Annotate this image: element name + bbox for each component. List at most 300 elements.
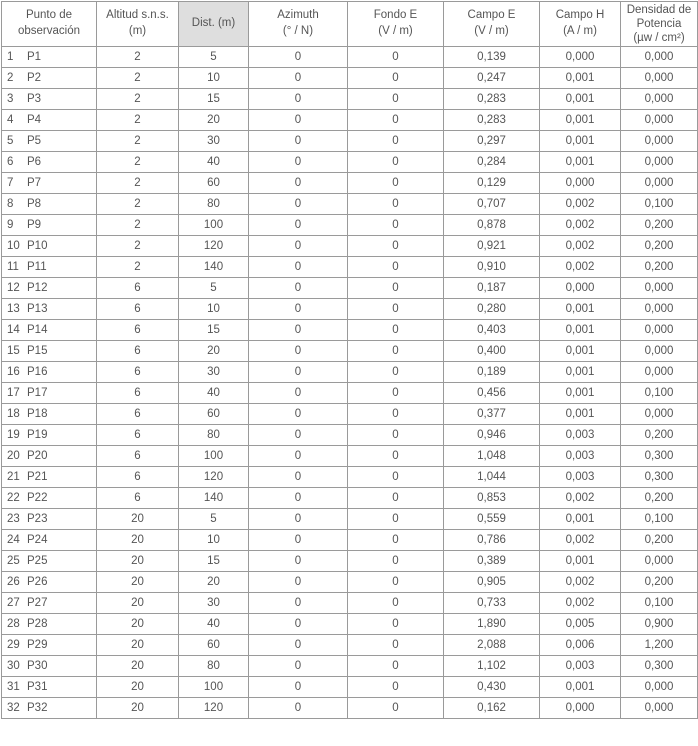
cell-altitud: 2 [97,131,179,152]
cell-dist: 5 [179,47,249,68]
cell-azimuth: 0 [249,278,348,299]
cell-dist: 10 [179,68,249,89]
header-campo-h: Campo H (A / m) [540,2,621,47]
cell-punto [2,194,97,215]
row-number: 1 [7,51,14,63]
cell-fondo-e: 0 [348,173,444,194]
cell-fondo-e: 0 [348,509,444,530]
cell-campo-e: 0,284 [444,152,540,173]
cell-fondo-e: 0 [348,656,444,677]
cell-azimuth: 0 [249,257,348,278]
cell-densidad: 0,200 [621,236,698,257]
cell-campo-e: 0,247 [444,68,540,89]
cell-campo-h: 0,001 [540,551,621,572]
table-row [2,383,698,404]
cell-fondo-e: 0 [348,131,444,152]
table-row [2,236,698,257]
cell-densidad: 0,100 [621,383,698,404]
cell-punto [2,131,97,152]
cell-azimuth: 0 [249,236,348,257]
cell-campo-h: 0,001 [540,383,621,404]
point-id: P18 [27,408,48,420]
cell-densidad: 0,200 [621,425,698,446]
point-id: P30 [27,660,48,672]
cell-fondo-e: 0 [348,677,444,698]
table-row [2,320,698,341]
cell-campo-e: 0,456 [444,383,540,404]
header-punto: Punto de observación [2,2,97,47]
point-id: P13 [27,303,48,315]
point-id: P7 [27,177,42,189]
cell-fondo-e: 0 [348,425,444,446]
cell-fondo-e: 0 [348,320,444,341]
row-number: 32 [7,702,20,714]
table-row [2,488,698,509]
table-row [2,152,698,173]
cell-dist: 140 [179,488,249,509]
cell-dist: 15 [179,320,249,341]
cell-densidad: 0,900 [621,614,698,635]
cell-campo-e: 0,921 [444,236,540,257]
cell-altitud: 2 [97,110,179,131]
cell-dist: 100 [179,677,249,698]
cell-fondo-e: 0 [348,152,444,173]
cell-densidad: 0,000 [621,68,698,89]
cell-campo-e: 0,297 [444,131,540,152]
cell-campo-e: 0,786 [444,530,540,551]
cell-campo-h: 0,001 [540,152,621,173]
cell-azimuth: 0 [249,614,348,635]
cell-altitud: 2 [97,236,179,257]
point-id: P1 [27,51,42,63]
cell-dist: 20 [179,572,249,593]
point-id: P21 [27,471,48,483]
row-number: 28 [7,618,20,630]
cell-densidad: 0,000 [621,404,698,425]
cell-campo-h: 0,001 [540,68,621,89]
table-row [2,614,698,635]
cell-punto [2,362,97,383]
cell-fondo-e: 0 [348,446,444,467]
cell-fondo-e: 0 [348,383,444,404]
cell-dist: 60 [179,404,249,425]
point-id: P2 [27,72,42,84]
table-row [2,404,698,425]
table-row [2,299,698,320]
row-number: 20 [7,450,20,462]
cell-campo-h: 0,001 [540,320,621,341]
point-id: P14 [27,324,48,336]
cell-campo-e: 0,400 [444,341,540,362]
header-fondo-e: Fondo E (V / m) [348,2,444,47]
cell-campo-h: 0,002 [540,257,621,278]
point-id: P6 [27,156,42,168]
cell-azimuth: 0 [249,467,348,488]
cell-densidad: 0,000 [621,320,698,341]
cell-azimuth: 0 [249,215,348,236]
cell-punto [2,530,97,551]
point-id: P9 [27,219,42,231]
cell-azimuth: 0 [249,89,348,110]
cell-campo-h: 0,001 [540,299,621,320]
cell-campo-e: 0,853 [444,488,540,509]
cell-campo-h: 0,000 [540,47,621,68]
cell-campo-e: 0,162 [444,698,540,719]
cell-azimuth: 0 [249,446,348,467]
cell-punto [2,257,97,278]
cell-fondo-e: 0 [348,467,444,488]
cell-densidad: 0,200 [621,215,698,236]
cell-altitud: 20 [97,677,179,698]
cell-dist: 80 [179,425,249,446]
cell-campo-h: 0,002 [540,572,621,593]
cell-azimuth: 0 [249,677,348,698]
cell-campo-h: 0,001 [540,110,621,131]
point-id: P20 [27,450,48,462]
cell-fondo-e: 0 [348,572,444,593]
cell-fondo-e: 0 [348,698,444,719]
cell-punto [2,89,97,110]
cell-densidad: 0,000 [621,89,698,110]
cell-punto [2,614,97,635]
cell-campo-e: 2,088 [444,635,540,656]
cell-campo-h: 0,002 [540,215,621,236]
cell-campo-h: 0,001 [540,677,621,698]
cell-azimuth: 0 [249,362,348,383]
point-id: P26 [27,576,48,588]
cell-punto [2,593,97,614]
cell-campo-h: 0,002 [540,530,621,551]
cell-dist: 20 [179,110,249,131]
cell-campo-h: 0,001 [540,509,621,530]
table-row [2,131,698,152]
cell-campo-e: 0,733 [444,593,540,614]
row-number: 25 [7,555,20,567]
row-number: 18 [7,408,20,420]
row-number: 14 [7,324,20,336]
cell-fondo-e: 0 [348,257,444,278]
cell-densidad: 0,200 [621,488,698,509]
cell-campo-e: 0,430 [444,677,540,698]
cell-azimuth: 0 [249,488,348,509]
point-id: P25 [27,555,48,567]
cell-campo-h: 0,003 [540,467,621,488]
cell-densidad: 0,100 [621,593,698,614]
cell-densidad: 0,200 [621,572,698,593]
table-row [2,110,698,131]
cell-campo-h: 0,001 [540,89,621,110]
table-row [2,341,698,362]
cell-fondo-e: 0 [348,551,444,572]
table-row [2,278,698,299]
cell-densidad: 0,000 [621,551,698,572]
table-row [2,530,698,551]
cell-campo-e: 0,389 [444,551,540,572]
cell-fondo-e: 0 [348,194,444,215]
table-body [2,47,698,719]
cell-fondo-e: 0 [348,278,444,299]
cell-punto [2,278,97,299]
row-number: 21 [7,471,20,483]
table-row [2,551,698,572]
cell-azimuth: 0 [249,509,348,530]
cell-azimuth: 0 [249,593,348,614]
row-number: 6 [7,156,14,168]
cell-azimuth: 0 [249,194,348,215]
cell-azimuth: 0 [249,47,348,68]
header-dist: Dist. (m) [179,2,249,47]
cell-dist: 40 [179,383,249,404]
point-id: P28 [27,618,48,630]
cell-campo-h: 0,002 [540,593,621,614]
row-number: 19 [7,429,20,441]
cell-dist: 10 [179,530,249,551]
cell-altitud: 6 [97,467,179,488]
cell-densidad: 0,000 [621,152,698,173]
cell-punto [2,635,97,656]
cell-campo-e: 0,139 [444,47,540,68]
cell-altitud: 20 [97,551,179,572]
point-id: P8 [27,198,42,210]
cell-azimuth: 0 [249,299,348,320]
point-id: P27 [27,597,48,609]
cell-punto [2,110,97,131]
table-row [2,257,698,278]
cell-densidad: 0,000 [621,299,698,320]
cell-azimuth: 0 [249,341,348,362]
cell-densidad: 0,000 [621,110,698,131]
row-number: 22 [7,492,20,504]
table-row [2,425,698,446]
cell-campo-e: 0,403 [444,320,540,341]
cell-punto [2,383,97,404]
point-id: P32 [27,702,48,714]
cell-densidad: 0,000 [621,131,698,152]
cell-altitud: 6 [97,299,179,320]
cell-dist: 15 [179,551,249,572]
cell-campo-h: 0,003 [540,656,621,677]
cell-azimuth: 0 [249,425,348,446]
cell-altitud: 20 [97,698,179,719]
cell-campo-h: 0,000 [540,278,621,299]
point-id: P3 [27,93,42,105]
table-row [2,215,698,236]
table-row [2,194,698,215]
cell-altitud: 2 [97,89,179,110]
cell-altitud: 6 [97,278,179,299]
cell-campo-h: 0,002 [540,236,621,257]
cell-dist: 140 [179,257,249,278]
cell-densidad: 0,300 [621,467,698,488]
cell-altitud: 6 [97,404,179,425]
cell-fondo-e: 0 [348,89,444,110]
row-number: 16 [7,366,20,378]
cell-altitud: 6 [97,320,179,341]
cell-fondo-e: 0 [348,362,444,383]
cell-campo-h: 0,001 [540,341,621,362]
point-id: P22 [27,492,48,504]
cell-fondo-e: 0 [348,110,444,131]
cell-campo-h: 0,002 [540,194,621,215]
cell-azimuth: 0 [249,110,348,131]
point-id: P23 [27,513,48,525]
cell-fondo-e: 0 [348,404,444,425]
cell-dist: 30 [179,593,249,614]
cell-dist: 15 [179,89,249,110]
cell-campo-e: 1,890 [444,614,540,635]
cell-punto [2,215,97,236]
row-number: 9 [7,219,14,231]
cell-campo-e: 1,048 [444,446,540,467]
cell-altitud: 6 [97,425,179,446]
cell-azimuth: 0 [249,656,348,677]
cell-dist: 100 [179,446,249,467]
cell-azimuth: 0 [249,383,348,404]
cell-punto [2,68,97,89]
cell-fondo-e: 0 [348,47,444,68]
cell-azimuth: 0 [249,698,348,719]
cell-campo-e: 1,044 [444,467,540,488]
table-row [2,698,698,719]
cell-altitud: 2 [97,173,179,194]
cell-dist: 30 [179,131,249,152]
row-number: 3 [7,93,14,105]
cell-punto [2,698,97,719]
row-number: 5 [7,135,14,147]
cell-dist: 120 [179,698,249,719]
table-row [2,47,698,68]
cell-altitud: 6 [97,341,179,362]
cell-altitud: 20 [97,614,179,635]
cell-campo-h: 0,005 [540,614,621,635]
cell-azimuth: 0 [249,152,348,173]
cell-dist: 60 [179,635,249,656]
cell-campo-e: 0,377 [444,404,540,425]
cell-azimuth: 0 [249,635,348,656]
cell-altitud: 20 [97,635,179,656]
cell-campo-h: 0,001 [540,404,621,425]
table-row [2,68,698,89]
cell-fondo-e: 0 [348,236,444,257]
cell-altitud: 20 [97,509,179,530]
point-id: P12 [27,282,48,294]
row-number: 23 [7,513,20,525]
cell-dist: 5 [179,278,249,299]
cell-punto [2,299,97,320]
table-row [2,173,698,194]
cell-punto [2,446,97,467]
cell-altitud: 6 [97,446,179,467]
cell-dist: 100 [179,215,249,236]
table-row [2,656,698,677]
cell-azimuth: 0 [249,530,348,551]
cell-dist: 5 [179,509,249,530]
cell-punto [2,341,97,362]
table-row [2,362,698,383]
cell-campo-e: 0,280 [444,299,540,320]
point-id: P31 [27,681,48,693]
cell-campo-h: 0,001 [540,362,621,383]
cell-densidad: 0,000 [621,173,698,194]
cell-dist: 120 [179,467,249,488]
point-id: P11 [27,261,47,273]
row-number: 30 [7,660,20,672]
header-densidad: Densidad de Potencia (µw / cm²) [621,2,698,47]
table-header [2,2,698,47]
cell-fondo-e: 0 [348,341,444,362]
cell-campo-e: 0,283 [444,110,540,131]
cell-altitud: 20 [97,572,179,593]
row-number: 10 [7,240,20,252]
header-azimuth: Azimuth (° / N) [249,2,348,47]
cell-campo-h: 0,003 [540,446,621,467]
header-altitud: Altitud s.n.s. (m) [97,2,179,47]
row-number: 7 [7,177,14,189]
cell-campo-e: 0,878 [444,215,540,236]
cell-densidad: 0,200 [621,530,698,551]
cell-dist: 80 [179,656,249,677]
cell-punto [2,656,97,677]
point-id: P19 [27,429,48,441]
cell-dist: 60 [179,173,249,194]
cell-fondo-e: 0 [348,299,444,320]
cell-densidad: 0,300 [621,446,698,467]
cell-campo-e: 1,102 [444,656,540,677]
cell-dist: 40 [179,152,249,173]
row-number: 26 [7,576,20,588]
cell-dist: 80 [179,194,249,215]
point-id: P16 [27,366,48,378]
cell-campo-e: 0,187 [444,278,540,299]
cell-campo-h: 0,003 [540,425,621,446]
cell-altitud: 20 [97,656,179,677]
row-number: 24 [7,534,20,546]
row-number: 27 [7,597,20,609]
cell-densidad: 0,100 [621,509,698,530]
point-id: P29 [27,639,48,651]
cell-altitud: 2 [97,152,179,173]
cell-campo-e: 0,129 [444,173,540,194]
cell-densidad: 0,200 [621,257,698,278]
cell-campo-e: 0,707 [444,194,540,215]
row-number: 2 [7,72,14,84]
table-row [2,467,698,488]
cell-dist: 20 [179,341,249,362]
cell-altitud: 6 [97,488,179,509]
cell-dist: 10 [179,299,249,320]
cell-altitud: 20 [97,593,179,614]
cell-densidad: 1,200 [621,635,698,656]
cell-punto [2,509,97,530]
cell-campo-h: 0,001 [540,131,621,152]
table-row [2,593,698,614]
cell-fondo-e: 0 [348,593,444,614]
cell-densidad: 0,300 [621,656,698,677]
cell-azimuth: 0 [249,131,348,152]
table-row [2,509,698,530]
cell-punto [2,236,97,257]
cell-altitud: 6 [97,362,179,383]
cell-campo-e: 0,189 [444,362,540,383]
row-number: 13 [7,303,20,315]
cell-punto [2,47,97,68]
cell-altitud: 2 [97,257,179,278]
cell-punto [2,467,97,488]
point-id: P4 [27,114,42,126]
row-number: 12 [7,282,20,294]
cell-altitud: 6 [97,383,179,404]
cell-fondo-e: 0 [348,68,444,89]
